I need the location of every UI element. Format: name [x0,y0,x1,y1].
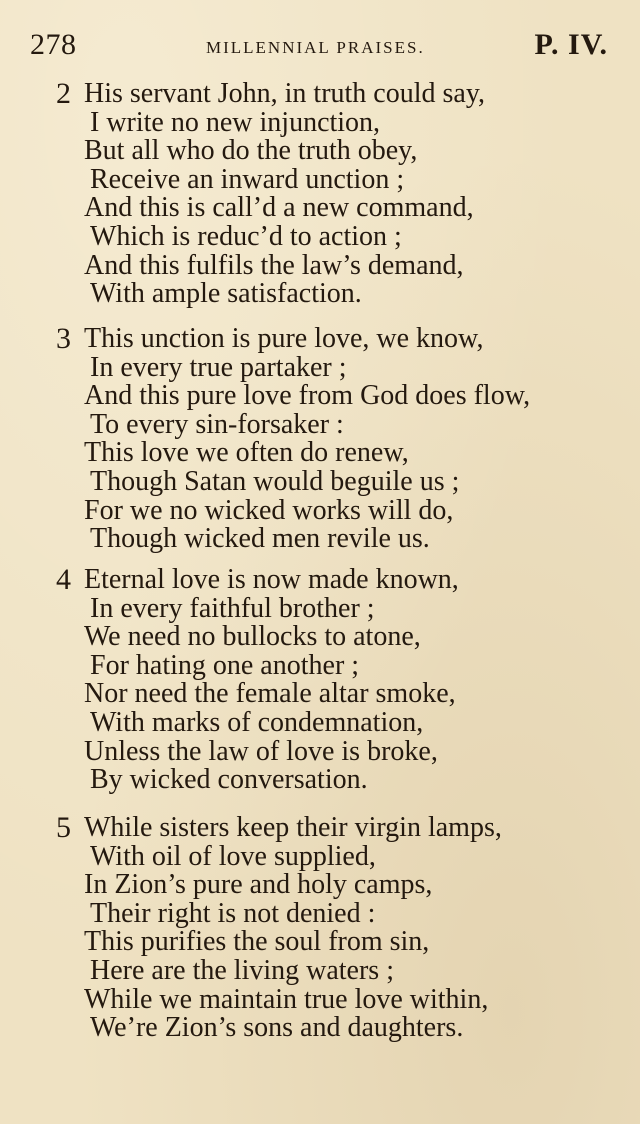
verse-line: We need no bullocks to atone, [84,621,421,653]
stanza-number: 3 [56,322,71,355]
verse-line: In Zion’s pure and holy camps, [84,869,433,901]
stanza-number: 5 [56,811,71,844]
verse-line: This purifies the soul from sin, [84,926,430,958]
verse-line: And this pure love from God does flow, [84,380,531,412]
verse-line: Receive an inward unction ; [90,163,405,195]
part-label: P. IV. [534,28,608,61]
stanza-lines [84,80,604,309]
stanza-number: 2 [56,77,71,110]
verse-line: Here are the living waters ; [90,954,394,986]
verse-line: With ample satisfaction. [90,278,362,310]
verse-line: And this fulfils the law’s demand, [84,249,464,281]
verse-line: For hating one another ; [90,649,360,681]
verse-line: Their right is not denied : [90,897,376,929]
stanza-number: 4 [56,563,71,596]
stanza-lines [84,814,604,1043]
verse-line: While we maintain true love within, [84,983,489,1015]
verse-line: Though wicked men revile us. [90,523,430,555]
stanza-lines [84,325,604,554]
verse-line: I write no new injunction, [90,106,381,138]
verse-line: While sisters keep their virgin lamps, [84,812,502,843]
verse-line: Nor need the female altar smoke, [84,678,456,710]
verse-line: With oil of love supplied, [90,840,376,872]
verse-line: In every true partaker ; [90,351,347,383]
verse-line: With marks of condemnation, [90,706,424,738]
verse-line: Unless the law of love is broke, [84,735,438,767]
verse-line: And this is call’d a new command, [84,192,474,224]
verse-line: We’re Zion’s sons and daughters. [90,1012,464,1044]
verse-line: By wicked conversation. [90,764,368,796]
running-title: MILLENNIAL PRAISES. [206,38,425,57]
stanza-lines [84,566,604,795]
verse-line: For we no wicked works will do, [84,494,454,526]
verse-line: This love we often do renew, [84,437,409,469]
verse-line: This unction is pure love, we know, [84,323,484,354]
verse-line: In every faithful brother ; [90,592,375,624]
verse-line: But all who do the truth obey, [84,135,418,167]
verse-line: To every sin-forsaker : [90,408,344,440]
verse-line: His servant John, in truth could say, [84,78,486,109]
verse-line: Though Satan would beguile us ; [90,465,460,497]
page-number: 278 [30,28,77,61]
verse-line: Which is reduc’d to action ; [90,220,402,252]
verse-line: Eternal love is now made known, [84,564,459,595]
page-header [28,24,610,68]
